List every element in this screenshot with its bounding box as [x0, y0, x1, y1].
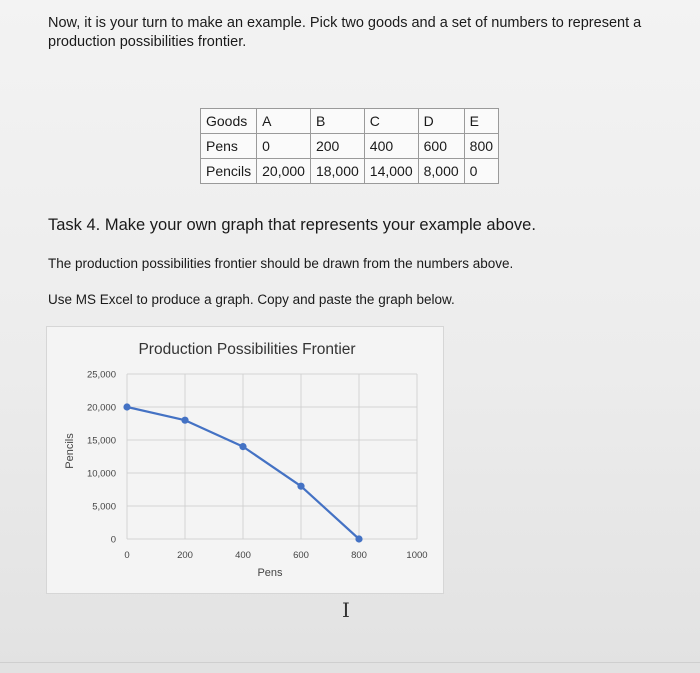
table-cell: Goods [201, 109, 257, 134]
y-tick-label: 10,000 [86, 468, 116, 480]
data-point [181, 417, 188, 424]
divider [0, 662, 700, 663]
table-cell: 200 [310, 134, 364, 159]
x-axis-label: Pens [257, 567, 283, 579]
goods-table [200, 108, 499, 184]
table-cell: 800 [464, 134, 498, 159]
table-cell: 18,000 [310, 159, 364, 184]
intro-text: Now, it is your turn to make an example. Pick two goods and a set of numbers to represent a production possibilities frontier. [48, 15, 642, 50]
chart-canvas [47, 327, 443, 593]
task-instruction-2: Use MS Excel to produce a graph. Copy and paste the graph below. [48, 292, 455, 307]
x-tick-label: 200 [177, 550, 193, 561]
table-cell: B [310, 109, 364, 134]
y-tick-label: 20,000 [86, 402, 116, 414]
table-cell: 14,000 [364, 159, 418, 184]
table-cell: C [364, 109, 418, 134]
task-instruction-1: The production possibilities frontier should be drawn from the numbers above. [48, 256, 514, 271]
ppf-chart[interactable] [46, 326, 444, 594]
x-tick-label: 800 [351, 550, 367, 561]
x-tick-label: 1000 [406, 550, 428, 561]
x-tick-label: 400 [235, 550, 251, 561]
x-tick-label: 600 [293, 550, 309, 561]
x-tick-label: 0 [124, 550, 130, 561]
table-row-pencils [201, 159, 499, 184]
table-row-pens [201, 134, 499, 159]
chart-ticks [87, 370, 428, 562]
data-point [297, 483, 304, 490]
table-cell: D [418, 109, 464, 134]
table-cell: Pencils [201, 159, 257, 184]
data-point [239, 443, 246, 450]
y-axis-label: Pencils [64, 433, 76, 469]
table-cell: A [257, 109, 311, 134]
y-tick-label: 0 [110, 534, 116, 546]
y-tick-label: 5,000 [92, 501, 116, 513]
table-header-row [201, 109, 499, 134]
table-cell: 8,000 [418, 159, 464, 184]
table-cell: Pens [201, 134, 257, 159]
data-point [355, 535, 362, 542]
chart-title: Production Possibilities Frontier [138, 341, 356, 358]
y-tick-label: 15,000 [86, 435, 116, 447]
table-cell: 400 [364, 134, 418, 159]
table-cell: 600 [418, 134, 464, 159]
task-title: Task 4. Make your own graph that represents your example above. [48, 216, 536, 234]
text-cursor-icon: I [342, 598, 350, 622]
table-cell: 0 [464, 159, 498, 184]
table-cell: E [464, 109, 498, 134]
table-cell: 0 [257, 134, 311, 159]
table-cell: 20,000 [257, 159, 311, 184]
data-point [123, 403, 130, 410]
chart-grid [127, 374, 417, 539]
y-tick-label: 25,000 [86, 369, 116, 381]
